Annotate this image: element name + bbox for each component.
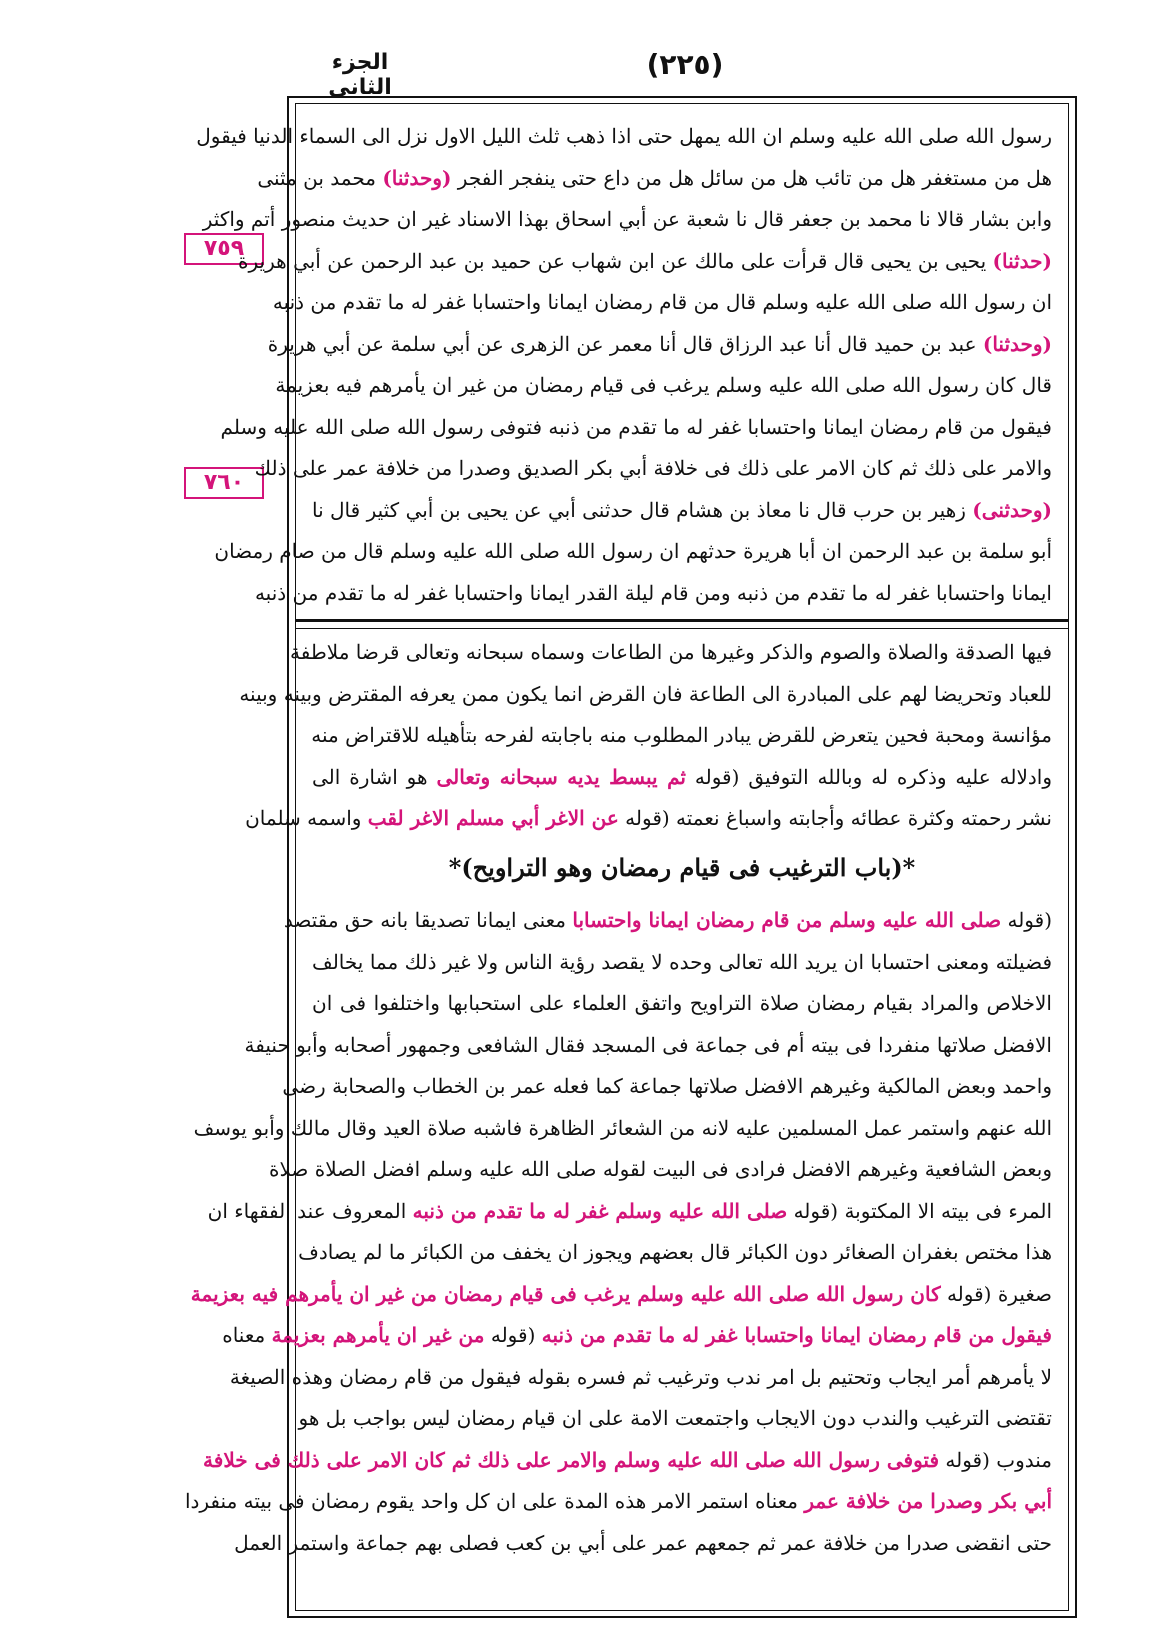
chapter-heading: *(باب الترغيب فى قيام رمضان وهو التراويح)* [448,853,916,882]
text-line [312,757,1052,799]
text-segment: هو اشارة الى [312,764,437,789]
text-line [275,365,1052,407]
text-segment: معناه استمر الامر هذه المدة على ان كل واحد يقوم رمضان فى بيته منفردا [184,1489,805,1513]
highlighted-phrase: صلى الله عليه وسلم من قام رمضان ايمانا واحتسابا [572,908,1002,932]
highlighted-phrase: (وحدثنا) [382,165,452,190]
text-line [254,573,1052,615]
highlighted-phrase: فيقول من قام رمضان ايمانا واحتسابا غفر له ما تقدم من ذنبه [541,1323,1052,1347]
commentary-text-block-b [184,900,1052,1564]
text-line [312,715,1052,757]
text-line [254,448,1052,490]
highlighted-phrase: عن الاغر أبي مسلم الاغر لقب [367,806,619,830]
text-line [272,282,1052,324]
text-segment: والامر على ذلك ثم كان الامر على ذلك فى خلافة أبي بكر الصديق وصدرا من خلافة عمر على ذلك [254,456,1052,480]
hadith-number-760: ٧٦٠ [184,467,264,499]
text-line [298,1398,1052,1440]
text-segment: رسول الله صلى الله عليه وسلم ان الله يمهل حتى اذا ذهب ثلث الليل الاول نزل الى السماء الدنيا فيقول [196,124,1052,148]
text-segment: صغيرة (قوله [940,1281,1052,1306]
text-segment: وبعض الشافعية وغيرهم الافضل فرادى فى البيت لقوله صلى الله عليه وسلم افضل الصلاة صلاة [269,1157,1052,1181]
text-segment: محمد بن مثنى [257,165,383,190]
chapter-heading-block [312,838,1052,898]
text-segment: للعباد وتحريضا لهم على المبادرة الى الطاعة فان القرض انما يكون ممن يعرفه المقترض وبينه وبينه [239,681,1052,706]
text-segment: الله عنهم واستمر عمل المسلمين عليه لانه من الشعائر الظاهرة فاشبه صلاة العيد وقال مالك وأبو يوسف [193,1115,1052,1140]
text-segment: تقتضى الترغيب والندب دون الايجاب واجتمعت الامة على ان قيام رمضان ليس بواجب بل هو [298,1406,1052,1430]
highlighted-phrase: صلى الله عليه وسلم غفر له ما تقدم من ذنبه [412,1198,788,1223]
text-line [220,407,1052,449]
text-segment: الافضل صلاتها منفردا فى بيته أم فى جماعة فى المسجد فقال الشافعى وجمهور أصحابه وأبو حنيفة [244,1032,1052,1057]
text-segment: حتى انقضى صدرا من خلافة عمر ثم جمعهم عمر على أبي بن كعب فصلى بهم جماعة واستمر العمل [234,1530,1052,1555]
text-segment: المعروف عند الفقهاء ان [207,1198,413,1223]
highlighted-phrase: ثم يبسط يديه سبحانه وتعالى [436,764,686,789]
text-line [202,199,1052,241]
text-line [244,1025,1052,1067]
text-line [222,1315,1052,1357]
highlighted-phrase: (حدثنا) [992,248,1052,273]
text-segment: لا يأمرهم أمر ايجاب وتحتيم بل امر ندب وترغيب ثم فسره بقوله فيقول من قام رمضان وهذه الصيغة [229,1364,1052,1389]
text-line [203,1440,1052,1482]
text-segment: واحمد وبعض المالكية وغيرهم الافضل صلاتها جماعة كما فعله عمر بن الخطاب والصحابة رضى [282,1074,1052,1098]
text-segment: معنى ايمانا تصديقا بانه حق مقتصد [283,908,573,932]
text-segment: زهير بن حرب قال نا معاذ بن هشام قال حدثنى أبي عن يحيى بن أبي كثير قال نا [312,497,973,522]
text-line [239,674,1052,716]
text-segment: معناه [222,1323,272,1347]
text-segment: مندوب (قوله [939,1447,1052,1472]
text-segment: المرء فى بيته الا المكتوبة (قوله [787,1198,1052,1223]
text-segment: وابن بشار قالا نا محمد بن جعفر قال نا شعبة عن أبي اسحاق بهذا الاسناد غير ان حديث منصور أتم واكثر [202,207,1052,231]
text-segment: هذا مختص بغفران الصغائر دون الكبائر قال بعضهم ويجوز ان يخفف من الكبائر ما لم يصادف [298,1240,1052,1264]
page-number: (٢٢٥) [646,48,724,81]
part-title: الجزء الثانى [328,50,392,100]
text-segment: فيها الصدقة والصلاة والصوم والذكر وغيرها من الطاعات وسماه سبحانه وتعالى قرضا ملاطفة [290,640,1052,664]
text-line [184,1481,1052,1523]
text-line [269,1149,1052,1191]
text-line [312,983,1052,1025]
text-segment: (قوله [1001,908,1052,932]
highlighted-phrase: كان رسول الله صلى الله عليه وسلم يرغب فى قيام رمضان من غير ان يأمرهم فيه بعزيمة [190,1281,941,1306]
text-segment: عبد بن حميد قال أنا عبد الرزاق قال أنا معمر عن الزهرى عن أبي سلمة عن أبي هريرة [267,331,983,356]
text-line [267,324,1052,366]
text-segment: ان رسول الله صلى الله عليه وسلم قال من قام رمضان ايمانا واحتسابا غفر له ما تقدم من ذنبه [272,290,1052,314]
text-segment: وادلاله عليه وذكره له وبالله التوفيق (قوله [686,764,1052,789]
section-divider [295,619,1069,629]
highlighted-phrase: أبي بكر وصدرا من خلافة عمر [804,1489,1052,1513]
text-line [238,241,1052,283]
text-segment: نشر رحمته وكثرة عطائه وأجابته واسباغ نعمته (قوله [618,806,1052,830]
text-segment: قال كان رسول الله صلى الله عليه وسلم يرغب فى قيام رمضان من غير ان يأمرهم فيه بعزيمة [275,373,1052,397]
text-segment: فضيلته ومعنى احتسابا ان يريد الله تعالى وحده لا يقصد رؤية الناس ولا غير ذلك مما يخالف [312,949,1052,974]
hadith-number-759: ٧٥٩ [184,233,264,265]
highlighted-phrase: (وحدثنى) [972,497,1052,522]
text-line [257,158,1052,200]
text-line [282,1066,1052,1108]
text-segment: واسمه سلمان [245,806,368,830]
text-segment: (قوله [484,1323,542,1347]
text-line [298,1232,1052,1274]
highlighted-phrase: فتوفى رسول الله صلى الله عليه وسلم والامر على ذلك ثم كان الامر على ذلك فى خلافة [203,1447,940,1472]
commentary-text-block-a [239,632,1052,840]
text-segment: ايمانا واحتسابا غفر له ما تقدم من ذنبه ومن قام ليلة القدر ايمانا واحتسابا غفر له ما تقدم من ذنبه [254,580,1052,605]
text-line [229,1357,1052,1399]
text-line [312,490,1052,532]
text-line [207,1191,1052,1233]
highlighted-phrase: من غير ان يأمرهم بعزيمة [271,1323,485,1347]
text-line [234,1523,1052,1565]
text-segment: الاخلاص والمراد بقيام رمضان صلاة التراويح واتفق العلماء على استحبابها واختلفوا فى ان [312,991,1052,1015]
text-segment: مؤانسة ومحبة فحين يتعرض للقرض يبادر المطلوب منه باجابته لفرحه بتأهيله للاقتراض منه [311,723,1052,747]
text-line [312,942,1052,984]
text-line [245,798,1052,840]
text-line [196,116,1052,158]
text-segment: أبو سلمة بن عبد الرحمن ان أبا هريرة حدثهم ان رسول الله صلى الله عليه وسلم قال من صام رمضان [214,539,1052,563]
highlighted-phrase: (وحدثنا) [982,331,1052,356]
text-line [283,900,1052,942]
text-segment: يحيى بن يحيى قال قرأت على مالك عن ابن شهاب عن حميد بن عبد الرحمن عن أبي هريرة [238,248,993,273]
text-line [214,531,1052,573]
text-segment: فيقول من قام رمضان ايمانا واحتسابا غفر له ما تقدم من ذنبه فتوفى رسول الله صلى الله عليه وسلم [220,414,1052,439]
text-line [290,632,1052,674]
text-line [190,1274,1052,1316]
text-line [193,1108,1052,1150]
text-segment: هل من مستغفر هل من تائب هل من سائل هل من داع حتى ينفجر الفجر [451,165,1052,190]
